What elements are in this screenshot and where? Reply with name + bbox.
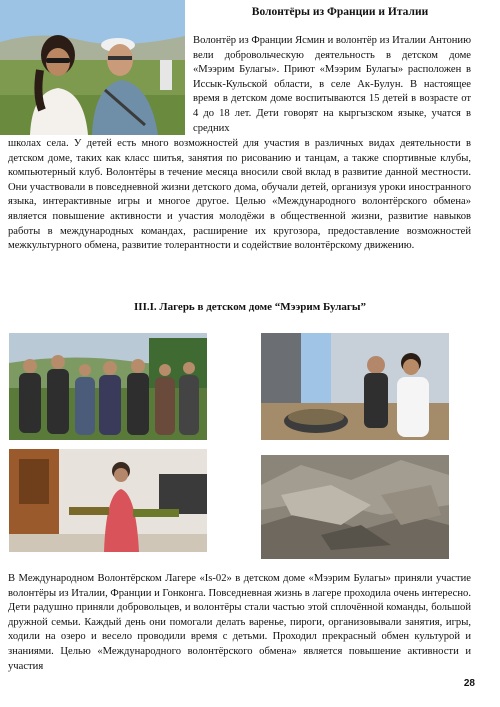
photo-kitchen <box>9 449 207 552</box>
paragraph-intro: Волонтёр из Франции Ясмин и волонтёр из Италии Антонию вели добровольческую деятельность в детском доме «Мээрим Булагы». Приют «Мээрим Булагы» расположен в Иссык-Кульской области, в селе Ак-Булун. В настоящее время в детском доме воспитываются 15 детей в возрасте от 4 до 18 лет. Дети говорят на кыргызском языке, учатся в средних <box>193 35 471 134</box>
paragraph-camp: В Международном Волонтёрском Лагере «Is-02» в детском доме «Мээрим Булагы» приняли участие волонтёры из Италии, Франции и Гонконга. Повседневная жизнь в лагере проходила очень интересно. Дети радушно приняли добровольцев, и волонтёры стали частью этой сплочённой команды, большой дружной семьи. Каждый день они помогали делать варенье, пироги, организовывали занятия, игры, ходили на озеро и весело проводили время с детьми. Проходил прекрасный обмен культурой и знаниями. Целью «Международного волонтёрского обмена» является повышение активности и участия <box>8 573 471 672</box>
photo-volunteers-pair <box>0 0 185 135</box>
photo-group <box>9 333 207 440</box>
paragraph-main: школах села. У детей есть много возможностей для участия в различных видах деятельности в детском доме, таких как класс шитья, занятия по рисованию и танцам, а также спортивные клубы, компьютерный клуб. Волонтёры в течение месяца вносили свой вклад в развитие данной местности. Они участвовали в повседневной жизни детского дома, обучали детей, организуя уроки иностранного языка, интерактивные игры и многое другое. Целью «Международного волонтёрского обмена» является повышение активности и участия молодёжи в общественной жизни, развитие навыков работы в международных командах, расширение их кругозора, предоставление возможностей межкультурного обмена, развитие толерантности и содействие волонтёрскому движению. <box>8 138 471 252</box>
photo-rocks <box>261 455 449 559</box>
section-title-camp: III.I. Лагерь в детском доме “Мээрим Булагы” <box>134 301 366 313</box>
section-title-volunteers: Волонтёры из Франции и Италии <box>251 6 429 18</box>
photo-cooking <box>261 333 449 440</box>
page-number: 28 <box>463 678 475 689</box>
